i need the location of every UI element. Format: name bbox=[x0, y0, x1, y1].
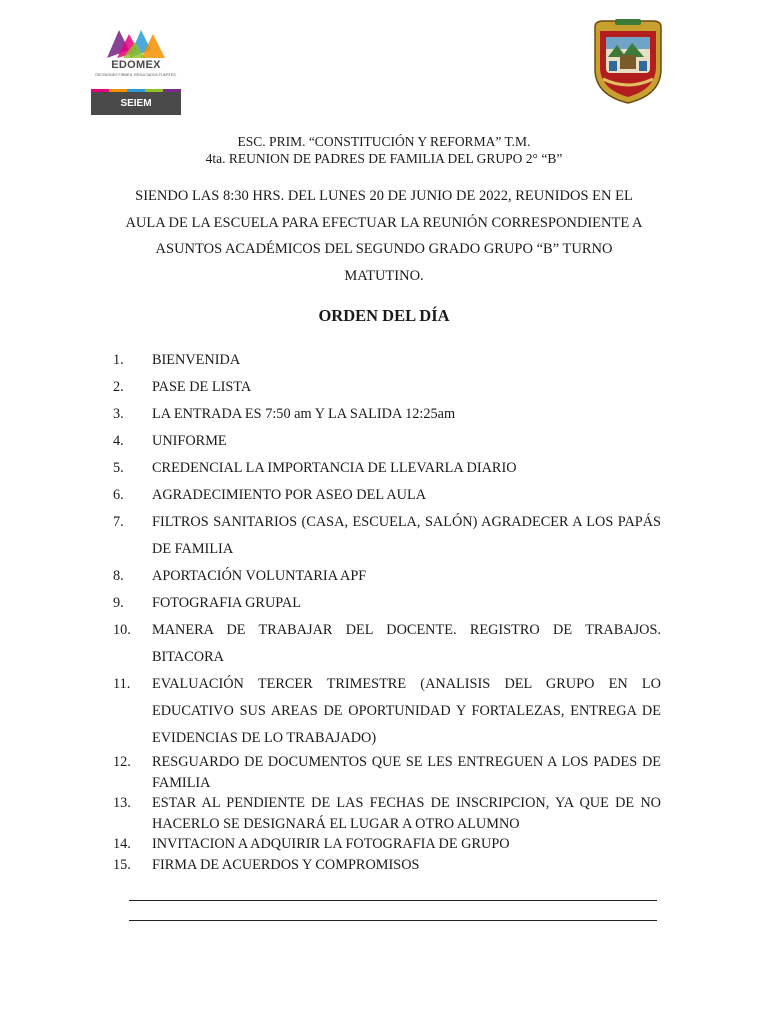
list-item bbox=[113, 401, 661, 428]
list-item bbox=[113, 793, 661, 834]
item-number: 15. bbox=[113, 856, 131, 873]
school-name: ESC. PRIM. “CONSTITUCIÓN Y REFORMA” T.M. bbox=[237, 134, 531, 149]
item-text: CREDENCIAL LA IMPORTANCIA DE LLEVARLA DIARIO bbox=[152, 460, 517, 476]
item-text: MANERA DE TRABAJAR DEL DOCENTE. REGISTRO DE TRABAJOS. BITACORA bbox=[152, 622, 661, 665]
edomex-mountains-icon bbox=[105, 28, 167, 58]
item-number: 8. bbox=[113, 568, 124, 584]
blank-line bbox=[129, 920, 657, 921]
edomex-seiem-logo bbox=[91, 26, 181, 115]
list-item bbox=[113, 455, 661, 482]
list-item bbox=[113, 347, 661, 374]
item-number: 3. bbox=[113, 406, 124, 422]
list-item bbox=[113, 428, 661, 455]
list-item bbox=[113, 834, 661, 855]
item-text: FOTOGRAFIA GRUPAL bbox=[152, 595, 301, 611]
meeting-title: 4ta. REUNION DE PADRES DE FAMILIA DEL GRUPO 2° “B” bbox=[205, 151, 563, 166]
item-number: 4. bbox=[113, 433, 124, 449]
agenda-list bbox=[113, 347, 661, 875]
list-item bbox=[113, 752, 661, 793]
item-text: ESTAR AL PENDIENTE DE LAS FECHAS DE INSCRIPCION, YA QUE DE NO HACERLO SE DESIGNARÁ EL LUGAR A OTRO ALUMNO bbox=[152, 795, 661, 832]
item-number: 1. bbox=[113, 352, 124, 368]
list-item bbox=[113, 671, 661, 752]
list-item bbox=[113, 374, 661, 401]
item-text: APORTACIÓN VOLUNTARIA APF bbox=[152, 568, 367, 584]
item-number: 12. bbox=[113, 754, 131, 770]
item-text: UNIFORME bbox=[152, 433, 227, 449]
intro-line: ASUNTOS ACADÉMICOS DEL SEGUNDO GRADO GRUPO “B” TURNO bbox=[155, 241, 613, 257]
list-item bbox=[113, 590, 661, 617]
item-text: RESGUARDO DE DOCUMENTOS QUE SE LES ENTREGUEN A LOS PADES DE FAMILIA bbox=[152, 754, 661, 791]
seiem-label: SEIEM bbox=[91, 92, 181, 115]
intro-line: SIENDO LAS 8:30 HRS. DEL LUNES 20 DE JUNIO DE 2022, REUNIDOS EN EL bbox=[135, 188, 633, 204]
list-item bbox=[113, 563, 661, 590]
item-number: 10. bbox=[113, 622, 131, 638]
item-number: 5. bbox=[113, 460, 124, 476]
intro-line: AULA DE LA ESCUELA PARA EFECTUAR LA REUNIÓN CORRESPONDIENTE A bbox=[125, 214, 643, 231]
list-item bbox=[113, 509, 661, 563]
item-text: FILTROS SANITARIOS (CASA, ESCUELA, SALÓN) AGRADECER A LOS PAPÁS DE FAMILIA bbox=[152, 514, 661, 557]
agenda-heading: ORDEN DEL DÍA bbox=[318, 306, 450, 325]
item-number: 6. bbox=[113, 487, 124, 503]
item-number: 7. bbox=[113, 514, 124, 530]
item-number: 9. bbox=[113, 595, 124, 611]
edomex-wordmark: EDOMEX bbox=[111, 59, 161, 71]
edomex-tagline: DECISIONES FIRMES, RESULTADOS FUERTES. bbox=[95, 73, 177, 77]
document-header bbox=[0, 133, 768, 167]
item-text: PASE DE LISTA bbox=[152, 379, 252, 395]
intro-paragraph bbox=[111, 183, 657, 289]
intro-line: MATUTINO. bbox=[344, 267, 424, 284]
item-text: AGRADECIMIENTO POR ASEO DEL AULA bbox=[152, 487, 427, 503]
list-item bbox=[113, 482, 661, 509]
item-text: LA ENTRADA ES 7:50 am Y LA SALIDA 12:25am bbox=[152, 406, 456, 422]
blank-line bbox=[129, 900, 657, 901]
item-number: 11. bbox=[113, 676, 131, 692]
item-text: INVITACION A ADQUIRIR LA FOTOGRAFIA DE GRUPO bbox=[152, 836, 510, 852]
item-text: BIENVENIDA bbox=[152, 352, 241, 368]
list-item bbox=[113, 617, 661, 671]
item-text: EVALUACIÓN TERCER TRIMESTRE (ANALISIS DEL GRUPO EN LO EDUCATIVO SUS AREAS DE OPORTUNIDAD Y FORTALEZAS, ENTREGA DE EVIDENCIAS DE LO TRABAJADO) bbox=[152, 676, 661, 746]
coat-of-arms-icon bbox=[589, 17, 667, 105]
item-number: 14. bbox=[113, 836, 131, 852]
item-number: 13. bbox=[113, 795, 131, 811]
list-item bbox=[113, 855, 661, 876]
item-text: FIRMA DE ACUERDOS Y COMPROMISOS bbox=[152, 856, 420, 873]
item-number: 2. bbox=[113, 379, 124, 395]
